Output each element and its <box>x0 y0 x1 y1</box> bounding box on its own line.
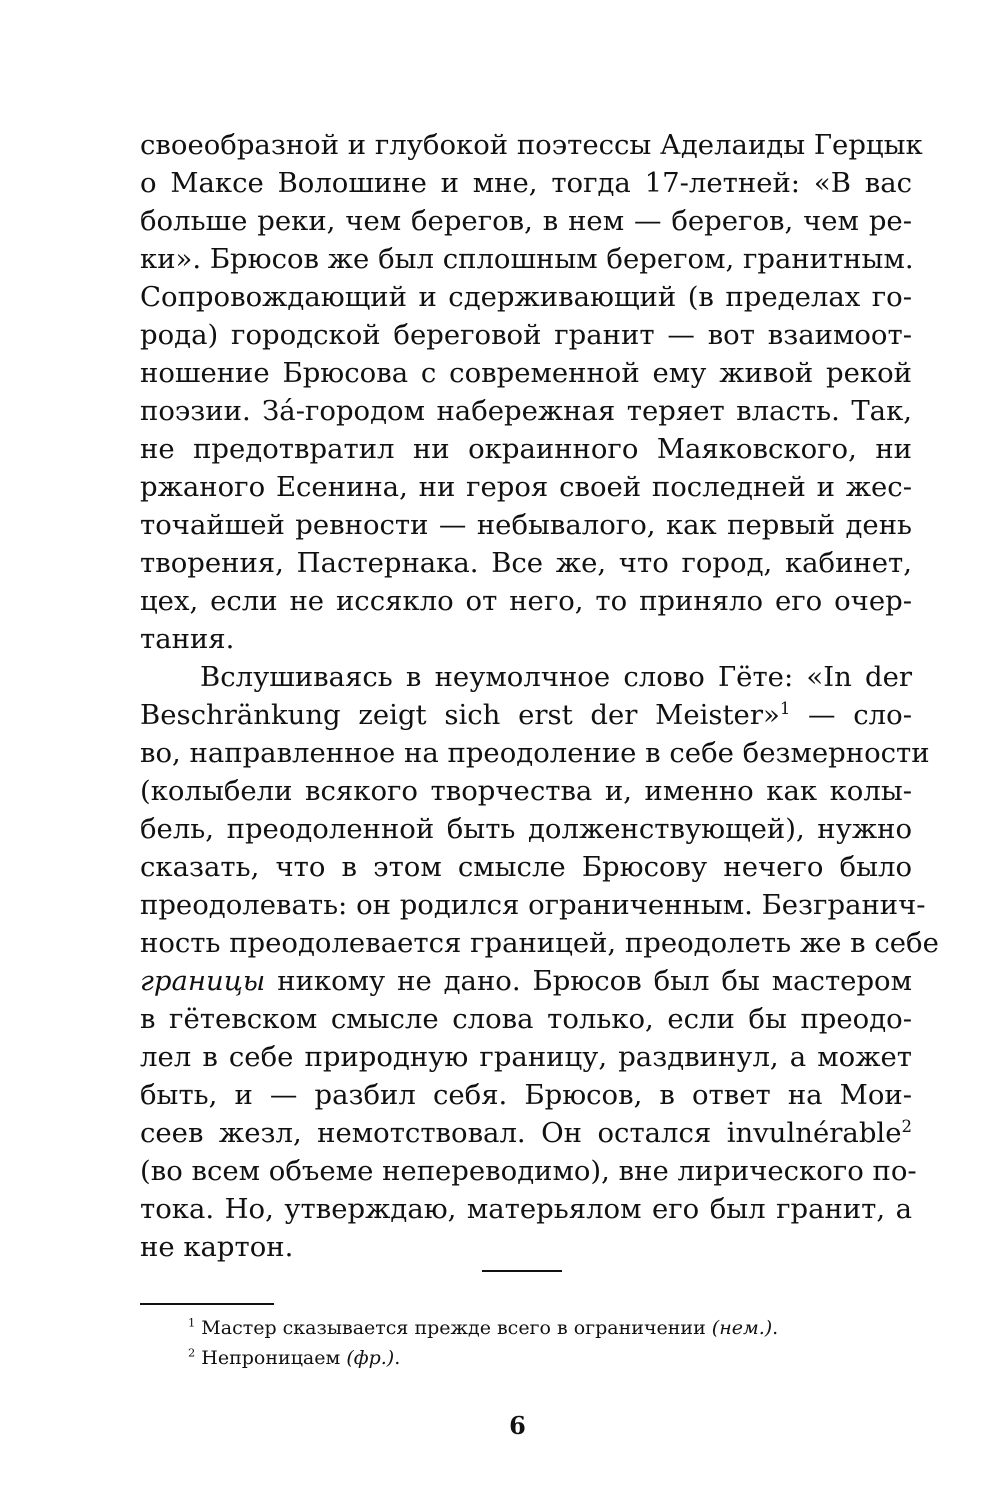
text-line: быть, и — разбил себя. Брюсов, в ответ на Мои- <box>140 1079 912 1111</box>
footnote-end: . <box>772 1317 779 1339</box>
text-line: ношение Брюсова с современной ему живой рекой <box>140 357 912 389</box>
text-line: о Максе Волошине и мне, тогда 17-летней: «В вас <box>140 167 912 199</box>
text-line: Сопровождающий и сдерживающий (в пределах го- <box>140 281 912 313</box>
text-line: ность преодолевается границей, преодолеть же в себе <box>140 927 939 959</box>
paragraph-1 <box>140 126 923 658</box>
footnote-text: Непроницаем <box>195 1347 347 1369</box>
text-line: (во всем объеме непереводимо), вне лирического по- <box>140 1155 917 1187</box>
text-fragment: сеев жезл, немотствовал. Он остался invulnérable <box>140 1117 902 1149</box>
text-line: рода) городской береговой гранит — вот взаимоот- <box>140 319 912 351</box>
footnote-mark-2: 2 <box>901 1116 912 1136</box>
text-line: (колыбели всякого творчества и, именно как колы- <box>140 775 912 807</box>
text-line: тания. <box>140 623 235 655</box>
text-line: поэзии. За́-городом набережная теряет власть. Так, <box>140 395 912 427</box>
text-line: сказать, что в этом смысле Брюсову нечего было <box>140 851 912 883</box>
text-line-with-footnote-1 <box>140 696 912 734</box>
text-line: в гётевском смысле слова только, если бы преодо- <box>140 1003 912 1035</box>
text-line: не предотвратил ни окраинного Маяковского, ни <box>140 433 912 465</box>
text-line-with-italic <box>140 962 912 1000</box>
text-line: своеобразной и глубокой поэтессы Аделаиды Герцык <box>140 129 923 161</box>
footnote-number: 2 <box>188 1345 196 1360</box>
footnote-rule <box>140 1303 274 1305</box>
footnote-end: . <box>394 1347 401 1369</box>
text-line: ки». Брюсов же был сплошным берегом, гранитным. <box>140 243 914 275</box>
text-line: творения, Пастернака. Все же, что город, кабинет, <box>140 547 912 579</box>
text-line: во, направленное на преодоление в себе безмерности <box>140 737 930 769</box>
footnote-text: Мастер сказывается прежде всего в ограничении <box>195 1317 712 1339</box>
text-line: точайшей ревности — небывалого, как первый день <box>140 509 912 541</box>
text-line: бель, преодоленной быть долженствующей), нужно <box>140 813 912 845</box>
footnotes <box>188 1313 908 1373</box>
text-line: Вслушиваясь в неумолчное слово Гёте: «In der <box>200 661 912 693</box>
italic-word: границы <box>140 965 266 997</box>
page-number: 6 <box>509 1411 526 1440</box>
text-line: тока. Но, утверждаю, матерьялом его был гранит, а <box>140 1193 912 1225</box>
text-line: цех, если не иссякло от него, то приняло его очер- <box>140 585 912 617</box>
footnote-mark-1: 1 <box>779 698 791 718</box>
text-line: не картон. <box>140 1231 294 1263</box>
footnote-2 <box>188 1343 908 1373</box>
text-fragment: — сло- <box>790 699 913 731</box>
footnote-1 <box>188 1313 908 1343</box>
section-separator <box>482 1270 562 1272</box>
text-line: преодолевать: он родился ограниченным. Безгранич- <box>140 889 926 921</box>
footnote-number: 1 <box>188 1315 196 1330</box>
paragraph-2 <box>140 658 939 1266</box>
main-text <box>140 126 939 1266</box>
text-fragment: никому не дано. Брюсов был бы мастером <box>277 965 912 997</box>
footnote-language-note: (фр.) <box>346 1347 395 1369</box>
footnote-language-note: (нем.) <box>711 1317 773 1339</box>
text-fragment: Beschränkung zeigt sich erst der Meister» <box>140 699 780 731</box>
text-line: больше реки, чем берегов, в нем — берегов, чем ре- <box>140 205 912 237</box>
text-line: лел в себе природную границу, раздвинул, а может <box>140 1041 912 1073</box>
text-line-with-footnote-2 <box>140 1114 912 1152</box>
text-line: ржаного Есенина, ни героя своей последней и жес- <box>140 471 912 503</box>
